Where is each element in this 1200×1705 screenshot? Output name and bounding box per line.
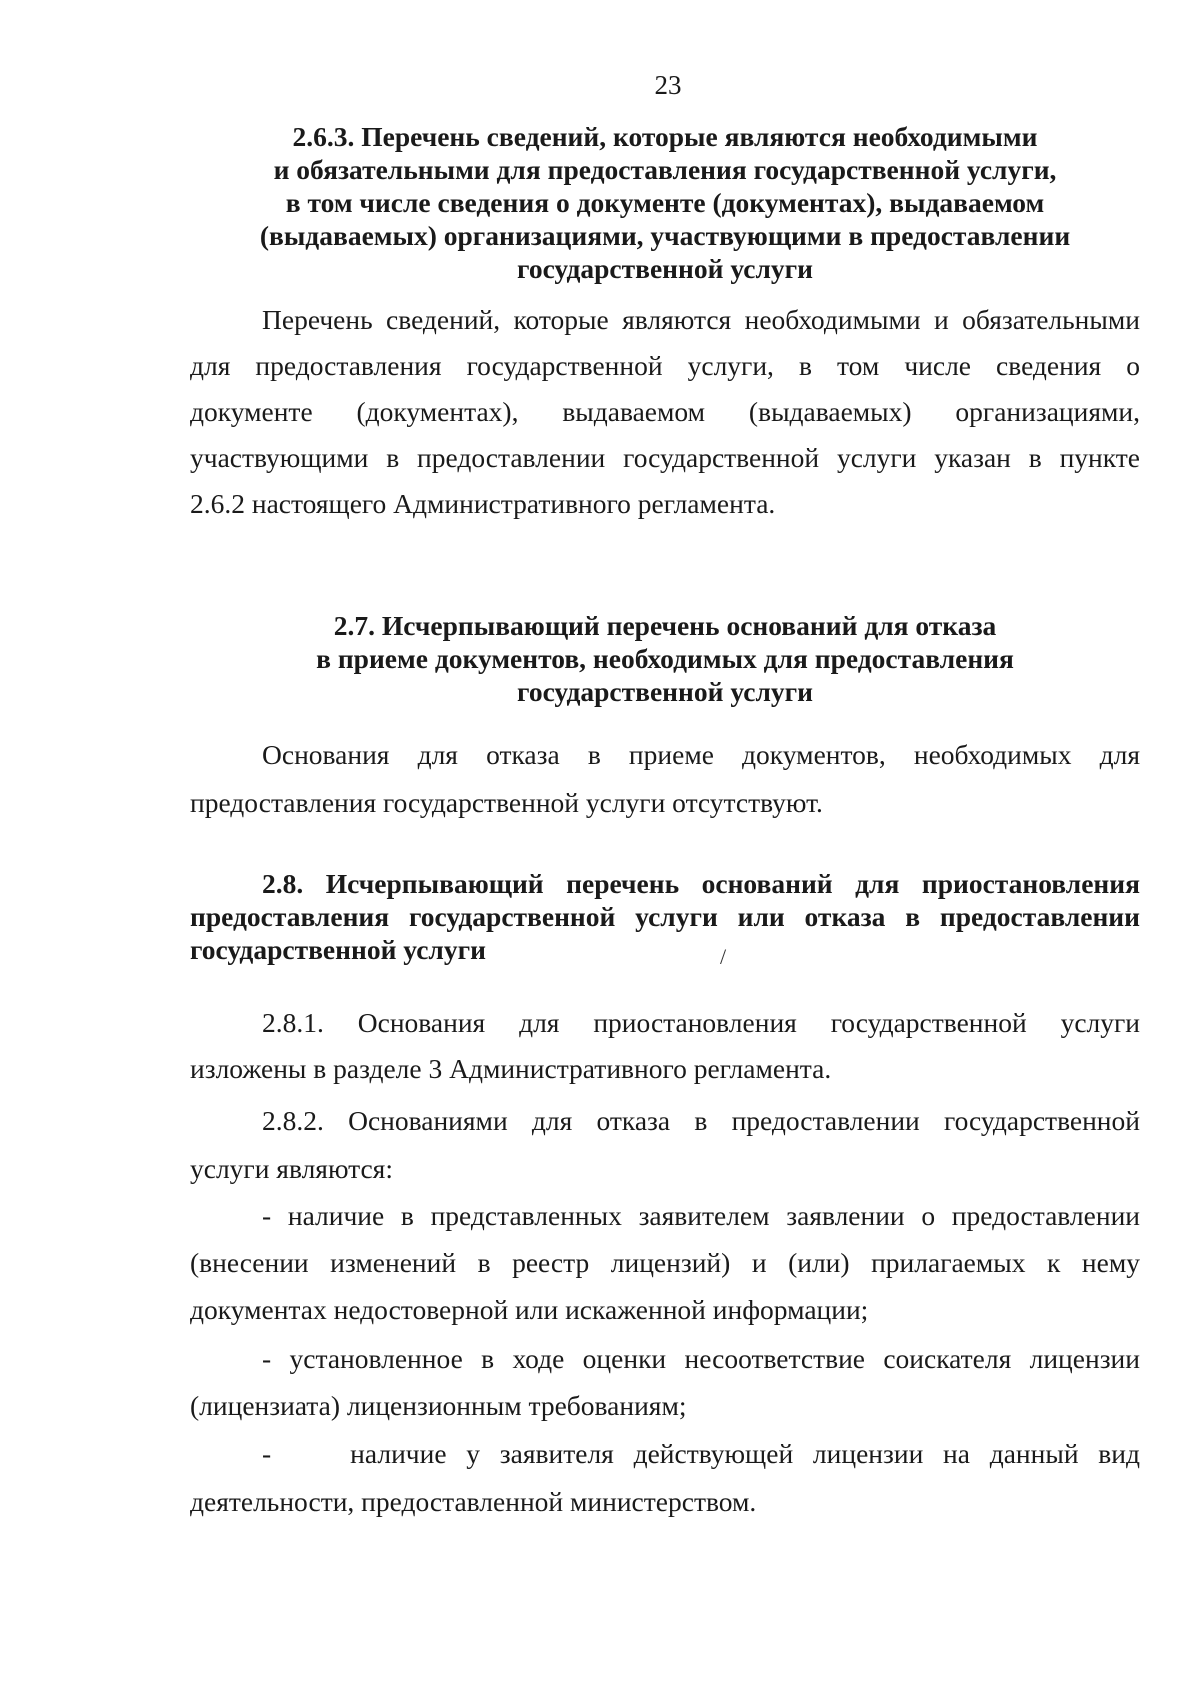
body-line: деятельности, предоставленной министерством.	[190, 1486, 757, 1517]
body-line: (внесении изменений в реестр лицензий) и (или) прилагаемых к нему	[190, 1247, 1140, 1278]
body-line: - наличие у заявителя действующей лицензии на данный вид	[262, 1438, 1140, 1469]
body-line: - наличие в представленных заявителем заявлении о предоставлении	[262, 1200, 1140, 1231]
heading-line: (выдаваемых) организациями, участвующими в предоставлении	[259, 220, 1071, 251]
section-2-6-3-heading	[190, 120, 1140, 285]
page-number: 23	[654, 70, 682, 100]
body-line: - установленное в ходе оценки несоответствие соискателя лицензии	[262, 1343, 1140, 1374]
body-line: документе (документах), выдаваемом (выдаваемых) организациями,	[190, 396, 1140, 427]
section-2-7-body	[190, 731, 1140, 827]
body-line: изложены в разделе 3 Административного регламента.	[190, 1053, 832, 1084]
body-line: для предоставления государственной услуги, в том числе сведения о	[190, 350, 1140, 381]
section-2-6-3-body	[190, 297, 1140, 527]
body-line: 2.6.2 настоящего Административного регламента.	[190, 488, 776, 519]
section-2-7-heading	[190, 609, 1140, 708]
heading-line: 2.6.3. Перечень сведений, которые являются необходимыми	[292, 121, 1038, 152]
scan-mark: /	[720, 944, 727, 969]
body-line: 2.8.2. Основаниями для отказа в предоставлении государственной	[262, 1105, 1140, 1136]
heading-line: государственной услуги	[517, 676, 813, 707]
list-item	[190, 1335, 1140, 1429]
heading-line: в том числе сведения о документе (документах), выдаваемом	[285, 187, 1045, 218]
list-item	[190, 1192, 1140, 1333]
body-line: документах недостоверной или искаженной информации;	[190, 1294, 869, 1325]
list-item	[190, 1430, 1140, 1526]
body-line: 2.8.1. Основания для приостановления государственной услуги	[262, 1007, 1140, 1038]
body-line: предоставления государственной услуги отсутствуют.	[190, 787, 823, 818]
heading-line: и обязательными для предоставления государственной услуги,	[273, 154, 1057, 185]
section-2-8-heading	[190, 867, 1140, 966]
heading-line: государственной услуги	[190, 934, 486, 965]
body-line: Перечень сведений, которые являются необходимыми и обязательными	[262, 304, 1140, 335]
paragraph-2-8-1	[190, 1000, 1140, 1092]
body-line: Основания для отказа в приеме документов, необходимых для	[262, 739, 1140, 770]
body-line: услуги являются:	[190, 1153, 393, 1184]
heading-line: 2.8. Исчерпывающий перечень оснований для приостановления	[262, 868, 1140, 899]
heading-line: государственной услуги	[517, 253, 813, 284]
heading-line: предоставления государственной услуги или отказа в предоставлении	[190, 901, 1140, 932]
paragraph-2-8-2	[190, 1097, 1140, 1193]
heading-line: 2.7. Исчерпывающий перечень оснований для отказа	[333, 610, 997, 641]
body-line: (лицензиата) лицензионным требованиям;	[190, 1390, 687, 1421]
heading-line: в приеме документов, необходимых для предоставления	[316, 643, 1014, 674]
body-line: участвующими в предоставлении государственной услуги указан в пункте	[190, 442, 1140, 473]
